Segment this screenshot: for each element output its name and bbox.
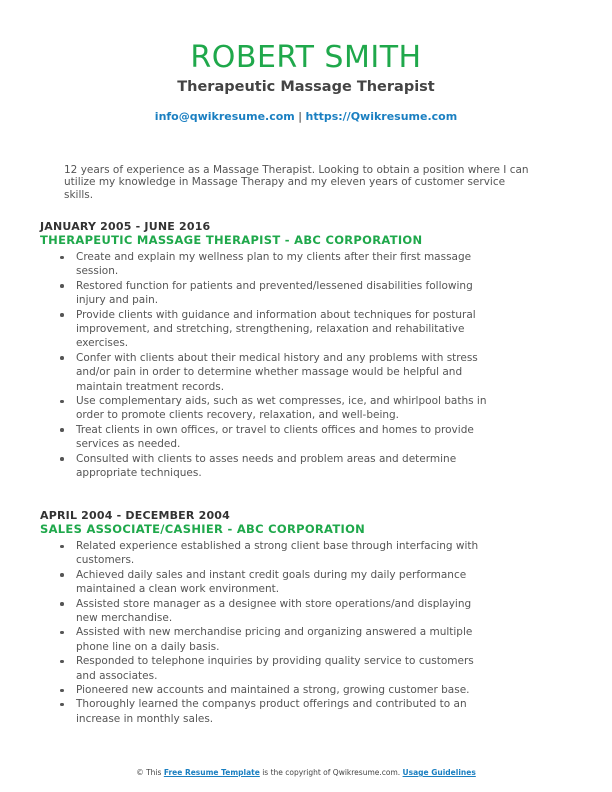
job-bullet [40,625,496,654]
job-bullet [40,568,496,597]
bullet-icon [60,689,64,693]
bullet-text: Create and explain my wellness plan to my clients after their first massage session. [76,251,472,278]
website-link[interactable]: https://Qwikresume.com [305,110,458,123]
email-link[interactable]: info@qwikresume.com [154,110,295,123]
job-bullet [40,279,496,308]
experience-entry [40,509,580,726]
bullet-icon [60,545,64,549]
free-resume-template-link[interactable]: Free Resume Template [163,768,260,777]
job-bullet [40,683,496,697]
candidate-name: ROBERT SMITH [190,40,422,75]
bullet-text: Consulted with clients to asses needs and problem areas and determine appropriate techniques. [76,452,457,480]
bullet-text: Provide clients with guidance and information about techniques for postural improvement, and stretching, strengthening, relaxation and rehabilitative exercises. [76,308,476,350]
copyright-footer [0,768,612,778]
job-bullet [40,654,496,683]
bullet-text: Thoroughly learned the companys product offerings and contributed to an increase in monthly sales. [76,698,467,725]
job-bullet [40,539,496,568]
bullet-text: Confer with clients about their medical history and any problems with stress and/or pain in order to determine whether massage would be helpful and maintain treatment records. [76,351,478,393]
bullet-icon [60,428,64,432]
job-bullet [40,351,496,394]
summary-paragraph: 12 years of experience as a Massage Therapist. Looking to obtain a position where I can utilize my knowledge in Massage Therapy and my eleven years of customer service skills. [64,164,529,201]
contact-separator: | [294,110,306,123]
job-bullet [40,452,496,481]
job-bullet [40,308,496,351]
footer-middle: is the copyright of Qwikresume.com. [259,768,403,777]
candidate-title: Therapeutic Massage Therapist [177,79,435,95]
bullet-text: Responded to telephone inquiries by providing quality service to customers and associates. [76,655,474,682]
bullet-text: Related experience established a strong client base through interfacing with customers. [76,540,479,567]
job-bullet-list [40,539,580,726]
job-bullet [40,394,496,423]
job-bullet [40,697,496,726]
bullet-text: Use complementary aids, such as wet compresses, ice, and whirlpool baths in order to promote clients recovery, relaxation, and well-being. [76,395,487,422]
bullet-text: Pioneered new accounts and maintained a strong, growing customer base. [76,684,470,697]
bullet-icon [60,284,64,288]
bullet-icon [60,573,64,577]
bullet-icon [60,256,64,260]
footer-prefix: © This [136,768,164,777]
job-bullet [40,597,496,626]
bullet-icon [60,356,64,360]
job-bullet [40,250,496,279]
bullet-text: Restored function for patients and prevented/lessened disabilities following injury and pain. [76,279,473,307]
bullet-icon [60,703,64,707]
bullet-text: Achieved daily sales and instant credit goals during my daily performance maintained a clean work environment. [76,568,467,596]
bullet-text: Treat clients in own offices, or travel to clients offices and homes to provide services as needed. [76,423,474,451]
bullet-text: Assisted with new merchandise pricing and organizing answered a multiple phone line on a daily basis. [76,626,473,653]
bullet-icon [60,631,64,635]
bullet-icon [60,457,64,461]
bullet-text: Assisted store manager as a designee with store operations/and displaying new merchandise. [76,597,472,625]
job-bullet-list [40,250,580,481]
job-dates: JANUARY 2005 - JUNE 2016 [40,220,211,233]
bullet-icon [60,400,64,404]
bullet-icon [60,313,64,317]
job-role: THERAPEUTIC MASSAGE THERAPIST - ABC CORPORATION [40,233,423,247]
job-dates: APRIL 2004 - DECEMBER 2004 [40,509,231,522]
usage-guidelines-link[interactable]: Usage Guidelines [402,768,476,777]
contact-line [0,110,612,124]
bullet-icon [60,660,64,664]
job-bullet [40,423,496,452]
bullet-icon [60,602,64,606]
experience-entry [40,220,580,481]
job-role: SALES ASSOCIATE/CASHIER - ABC CORPORATION [40,522,366,536]
